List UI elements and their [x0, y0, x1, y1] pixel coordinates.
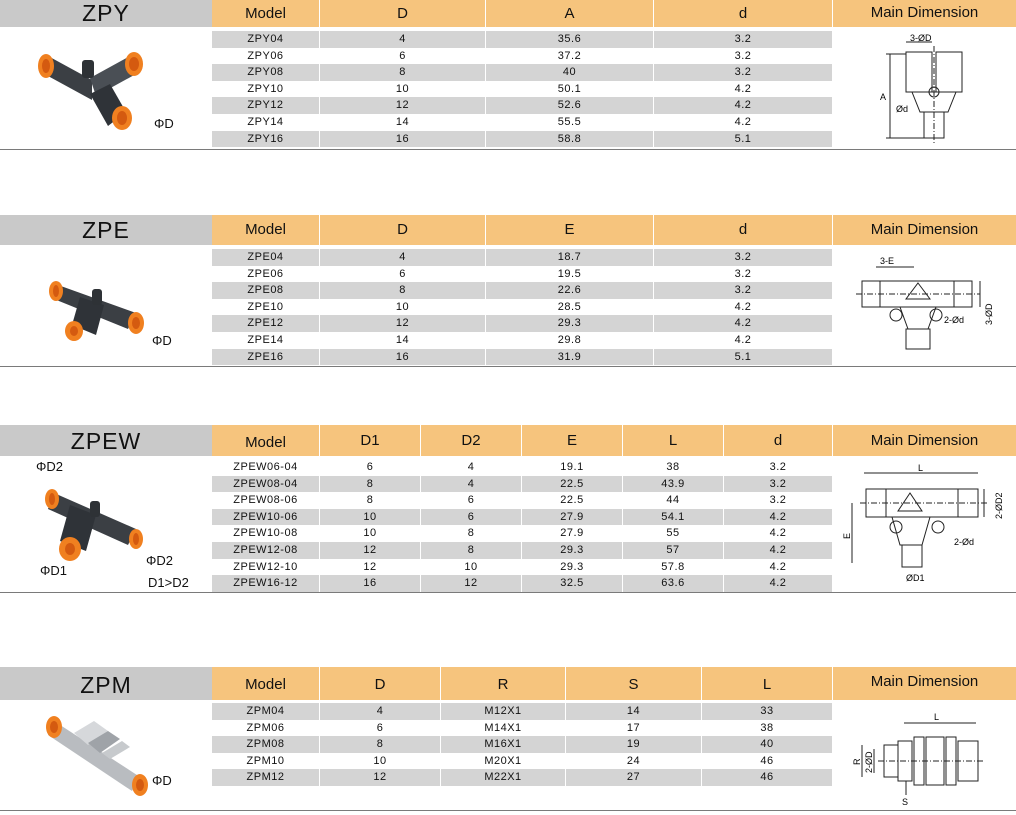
table-cell: ZPEW12-10	[233, 560, 298, 573]
drawing-label: 2-ØD	[864, 751, 874, 773]
table-row	[212, 769, 832, 786]
table-row	[212, 559, 832, 576]
series-title: ZPM	[0, 667, 212, 700]
table-row	[212, 459, 832, 476]
table-cell: ZPEW10-06	[233, 510, 298, 523]
table-cell: 8	[319, 64, 485, 81]
table-cell: 33	[701, 703, 832, 720]
table-cell: 10	[319, 81, 485, 98]
column-header: D	[319, 215, 485, 245]
table-cell: 4.2	[723, 575, 832, 592]
table-cell: 12	[319, 542, 420, 559]
photo-label: ΦD2	[146, 553, 173, 568]
table-header	[0, 215, 1016, 245]
table-cell: 54.1	[622, 509, 723, 526]
table-cell: ZPY12	[247, 99, 284, 112]
table-cell: M22X1	[440, 769, 565, 786]
table-cell: 19	[565, 736, 701, 753]
table-cell: 10	[319, 299, 485, 316]
table-cell: 22.5	[521, 476, 622, 493]
table-cell: 3.2	[653, 48, 832, 65]
table-cell: 4.2	[653, 315, 832, 332]
table-cell: ZPY04	[247, 33, 284, 45]
table-cell: ZPM04	[246, 705, 285, 717]
table-row	[212, 81, 832, 98]
table-cell: 4.2	[723, 559, 832, 576]
table-cell: ZPM12	[246, 771, 285, 784]
drawing-label: S	[902, 797, 909, 807]
table-cell: 8	[319, 476, 420, 493]
photo-label: D1>D2	[148, 575, 189, 590]
table-header	[0, 0, 1016, 27]
table-row	[212, 332, 832, 349]
data-table	[212, 703, 832, 786]
series-title: ZPEW	[0, 425, 212, 456]
table-cell: 38	[622, 459, 723, 476]
table-cell: ZPE12	[247, 317, 284, 330]
table-cell: 29.3	[521, 559, 622, 576]
table-cell: 12	[319, 315, 485, 332]
table-row	[212, 753, 832, 770]
table-cell: 29.3	[521, 542, 622, 559]
table-cell: 8	[319, 736, 440, 753]
column-header: S	[565, 667, 701, 700]
column-header: Model	[245, 676, 286, 693]
table-cell: ZPY10	[247, 82, 284, 95]
data-table	[212, 459, 832, 592]
column-header: D2	[420, 425, 521, 456]
table-cell: 12	[319, 769, 440, 786]
drawing-label: A	[880, 92, 887, 102]
table-cell: 8	[420, 542, 521, 559]
table-cell: 4	[319, 249, 485, 266]
table-cell: 6	[319, 720, 440, 737]
table-cell: 28.5	[485, 299, 653, 316]
table-row	[212, 492, 832, 509]
table-cell: ZPEW08-06	[233, 494, 298, 507]
drawing-label: R	[852, 758, 862, 765]
table-cell: 52.6	[485, 97, 653, 114]
section-zpm	[0, 667, 1016, 811]
table-cell: 3.2	[723, 492, 832, 509]
table-cell: 4.2	[723, 542, 832, 559]
table-cell: 4.2	[653, 299, 832, 316]
table-cell: ZPEW12-08	[233, 543, 298, 556]
table-row	[212, 64, 832, 81]
section-zpy	[0, 0, 1016, 150]
table-cell: 14	[319, 114, 485, 131]
table-cell: 16	[319, 131, 485, 148]
zpm-dimension-drawing	[854, 711, 1004, 807]
table-cell: 3.2	[653, 282, 832, 299]
column-header: E	[485, 215, 653, 245]
table-cell: M14X1	[440, 720, 565, 737]
column-header: A	[485, 0, 653, 27]
table-cell: 40	[701, 736, 832, 753]
table-cell: 6	[319, 48, 485, 65]
drawing-label: L	[934, 712, 940, 722]
table-cell: 14	[565, 703, 701, 720]
table-cell: 29.8	[485, 332, 653, 349]
column-header: D	[319, 667, 440, 700]
table-cell: 12	[420, 575, 521, 592]
table-cell: 46	[701, 753, 832, 770]
table-cell: 3.2	[723, 476, 832, 493]
table-cell: 31.9	[485, 349, 653, 366]
table-row	[212, 575, 832, 592]
table-cell: 10	[420, 559, 521, 576]
table-cell: 5.1	[653, 349, 832, 366]
table-cell: 12	[319, 97, 485, 114]
table-cell: ZPM10	[246, 754, 285, 767]
table-row	[212, 703, 832, 720]
table-cell: ZPE16	[247, 350, 284, 363]
table-cell: 38	[701, 720, 832, 737]
photo-label: ΦD	[152, 333, 172, 348]
table-cell: 4	[420, 476, 521, 493]
table-row	[212, 299, 832, 316]
zpe-dimension-drawing	[852, 253, 1002, 363]
table-cell: 4	[319, 31, 485, 48]
table-cell: ZPEW10-08	[233, 527, 298, 540]
table-cell: 6	[420, 492, 521, 509]
data-table	[212, 31, 832, 147]
main-dimension-header: Main Dimension	[832, 215, 1016, 245]
table-cell: ZPE08	[247, 284, 284, 297]
table-row	[212, 31, 832, 48]
table-cell: 6	[319, 459, 420, 476]
table-cell: ZPM08	[246, 738, 285, 751]
column-header: L	[701, 667, 832, 700]
zpy-dimension-drawing	[872, 32, 982, 147]
column-header: Model	[245, 5, 286, 22]
table-cell: 4.2	[653, 114, 832, 131]
table-cell: 37.2	[485, 48, 653, 65]
table-cell: 63.6	[622, 575, 723, 592]
table-cell: 22.6	[485, 282, 653, 299]
main-dimension-header: Main Dimension	[832, 0, 1016, 27]
column-header: d	[723, 425, 832, 456]
table-cell: 4.2	[653, 97, 832, 114]
drawing-label: 2-ØD2	[994, 492, 1004, 519]
column-header: L	[622, 425, 723, 456]
table-cell: 44	[622, 492, 723, 509]
table-cell: 10	[319, 509, 420, 526]
table-cell: 57	[622, 542, 723, 559]
table-cell: 19.1	[521, 459, 622, 476]
table-cell: 27.9	[521, 525, 622, 542]
drawing-label: ØD1	[906, 573, 925, 583]
table-cell: 27.9	[521, 509, 622, 526]
table-cell: ZPM06	[246, 721, 285, 734]
drawing-label: E	[842, 532, 852, 539]
photo-label: ΦD1	[40, 563, 67, 578]
table-cell: ZPE10	[247, 300, 284, 313]
photo-label: ΦD	[152, 773, 172, 788]
table-row	[212, 131, 832, 148]
table-row	[212, 525, 832, 542]
zpe-fitting-photo	[44, 267, 154, 347]
zpew-dimension-drawing	[842, 463, 1012, 589]
data-table	[212, 249, 832, 365]
column-header: d	[653, 215, 832, 245]
table-cell: 10	[319, 753, 440, 770]
drawing-label: 3-E	[880, 256, 895, 266]
column-header: E	[521, 425, 622, 456]
table-cell: 6	[319, 266, 485, 283]
table-cell: 8	[319, 282, 485, 299]
table-row	[212, 349, 832, 366]
drawing-label: L	[918, 463, 924, 473]
photo-label: ΦD2	[36, 459, 63, 474]
table-header	[0, 425, 1016, 456]
table-cell: ZPEW08-04	[233, 477, 298, 490]
table-cell: ZPEW16-12	[233, 577, 298, 590]
table-cell: M20X1	[440, 753, 565, 770]
table-cell: 3.2	[653, 266, 832, 283]
table-cell: 6	[420, 509, 521, 526]
table-cell: 32.5	[521, 575, 622, 592]
table-cell: 55	[622, 525, 723, 542]
column-header: D	[319, 0, 485, 27]
table-cell: 57.8	[622, 559, 723, 576]
table-row	[212, 509, 832, 526]
table-cell: 3.2	[653, 249, 832, 266]
table-row	[212, 114, 832, 131]
table-cell: 58.8	[485, 131, 653, 148]
table-cell: 10	[319, 525, 420, 542]
table-cell: 4	[420, 459, 521, 476]
table-cell: ZPY06	[247, 49, 284, 62]
table-row	[212, 282, 832, 299]
zpy-fitting-photo	[30, 38, 160, 130]
column-header: d	[653, 0, 832, 27]
column-header: Model	[245, 434, 286, 451]
table-cell: 8	[420, 525, 521, 542]
table-cell: 40	[485, 64, 653, 81]
table-cell: 22.5	[521, 492, 622, 509]
section-zpe	[0, 215, 1016, 367]
table-cell: 50.1	[485, 81, 653, 98]
table-cell: ZPY14	[247, 115, 284, 128]
table-cell: 8	[319, 492, 420, 509]
series-title: ZPY	[0, 0, 212, 27]
table-cell: 5.1	[653, 131, 832, 148]
table-cell: 29.3	[485, 315, 653, 332]
table-cell: ZPE14	[247, 333, 284, 346]
main-dimension-header: Main Dimension	[832, 667, 1016, 700]
table-cell: ZPE06	[247, 267, 284, 280]
table-cell: 3.2	[723, 459, 832, 476]
table-cell: M12X1	[440, 703, 565, 720]
table-cell: M16X1	[440, 736, 565, 753]
table-cell: 14	[319, 332, 485, 349]
zpm-bulkhead-fitting-photo	[44, 707, 160, 803]
table-row	[212, 720, 832, 737]
table-cell: 46	[701, 769, 832, 786]
table-cell: 4.2	[653, 81, 832, 98]
series-title: ZPE	[0, 215, 212, 245]
table-header	[0, 667, 1016, 700]
table-cell: 24	[565, 753, 701, 770]
column-header: D1	[319, 425, 420, 456]
table-cell: 3.2	[653, 31, 832, 48]
table-cell: ZPEW06-04	[233, 461, 298, 473]
table-cell: ZPY08	[247, 66, 284, 79]
table-cell: 3.2	[653, 64, 832, 81]
drawing-label: 2-Ød	[954, 537, 975, 547]
table-row	[212, 736, 832, 753]
table-cell: ZPY16	[247, 132, 284, 145]
table-cell: 43.9	[622, 476, 723, 493]
main-dimension-header: Main Dimension	[832, 425, 1016, 456]
table-cell: ZPE04	[247, 251, 284, 263]
table-row	[212, 315, 832, 332]
table-cell: 4.2	[723, 509, 832, 526]
section-zpew	[0, 425, 1016, 593]
table-cell: 4	[319, 703, 440, 720]
drawing-label: 3-ØD	[910, 33, 932, 43]
table-cell: 4.2	[653, 332, 832, 349]
column-header: Model	[245, 221, 286, 238]
table-cell: 16	[319, 575, 420, 592]
table-cell: 4.2	[723, 525, 832, 542]
table-cell: 19.5	[485, 266, 653, 283]
drawing-label: 3-ØD	[984, 303, 994, 325]
table-row	[212, 542, 832, 559]
table-cell: 55.5	[485, 114, 653, 131]
table-cell: 16	[319, 349, 485, 366]
drawing-label: 2-Ød	[944, 315, 965, 325]
zpew-fitting-photo	[40, 477, 150, 565]
table-row	[212, 48, 832, 65]
column-header: R	[440, 667, 565, 700]
table-cell: 27	[565, 769, 701, 786]
table-cell: 17	[565, 720, 701, 737]
drawing-label: Ød	[896, 104, 909, 114]
table-row	[212, 266, 832, 283]
table-row	[212, 249, 832, 266]
table-row	[212, 97, 832, 114]
table-cell: 35.6	[485, 31, 653, 48]
photo-label: ΦD	[154, 116, 174, 131]
table-cell: 12	[319, 559, 420, 576]
table-cell: 18.7	[485, 249, 653, 266]
table-row	[212, 476, 832, 493]
